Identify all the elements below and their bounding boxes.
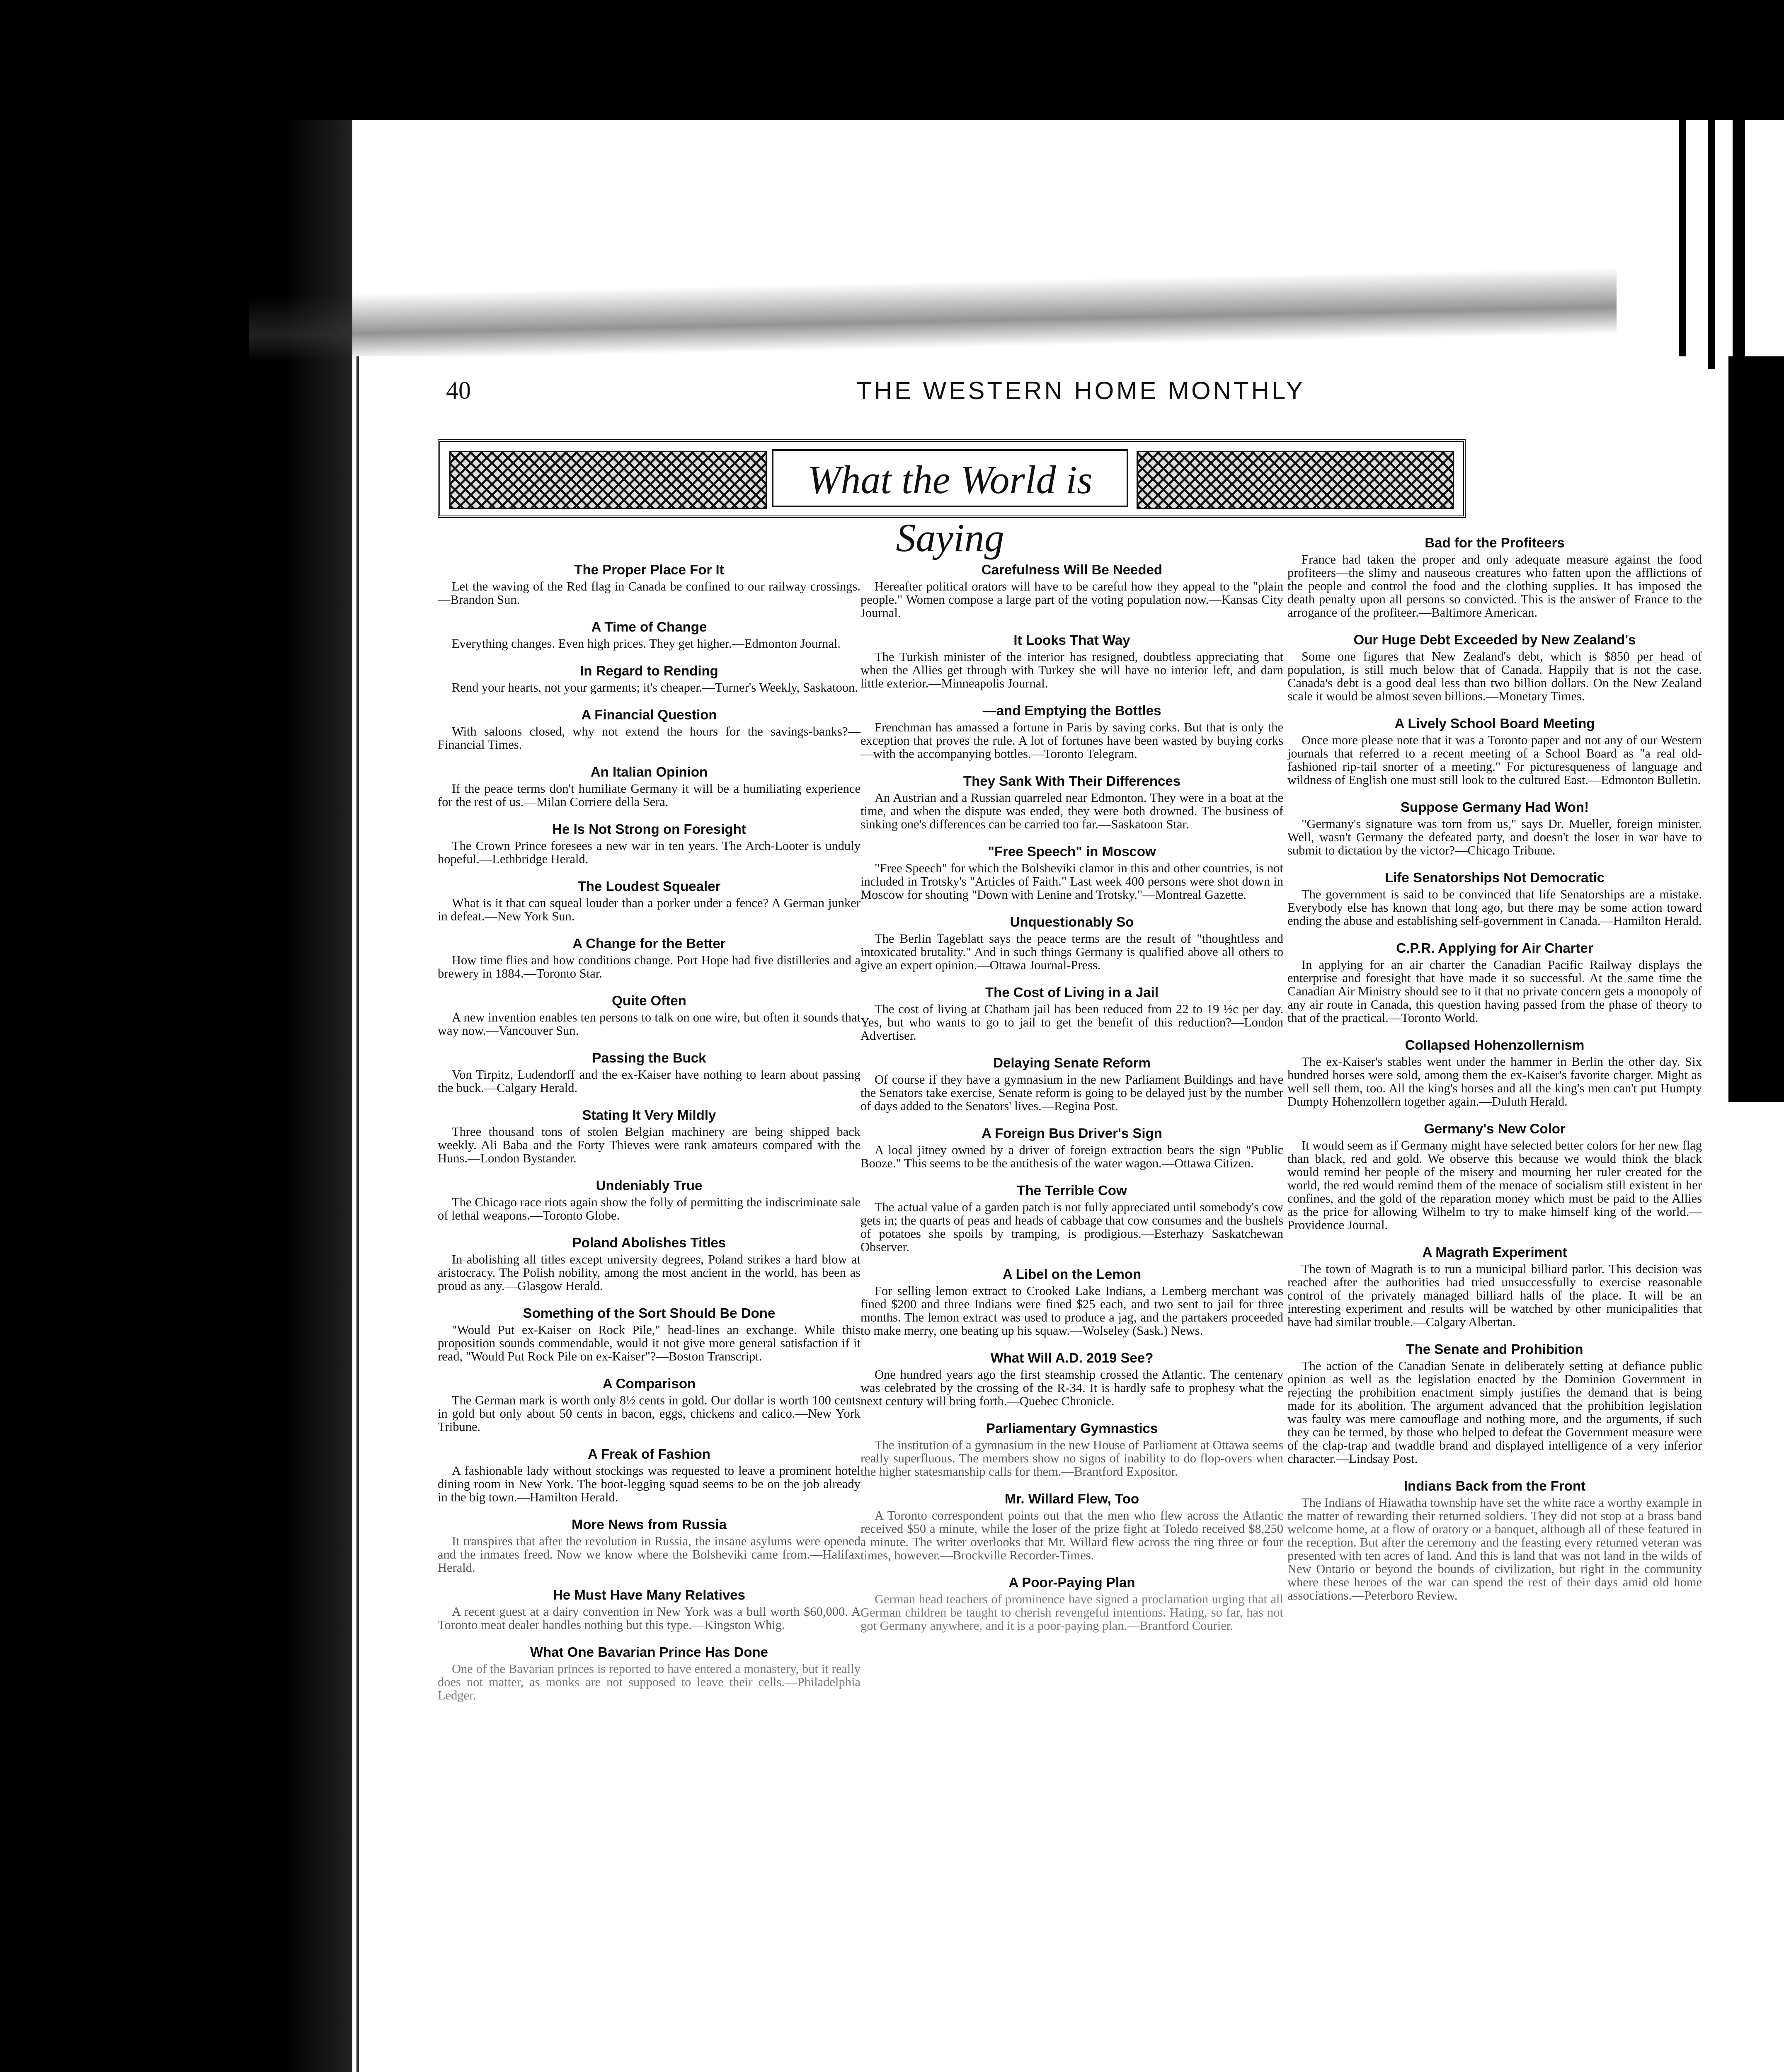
- article-body: The Crown Prince foresees a new war in ten years. The Arch-Looter is unduly hopeful.—Lethbridge Herald.: [438, 839, 860, 866]
- page-number: 40: [446, 377, 471, 404]
- article-body: The institution of a gymnasium in the new House of Parliament at Ottawa seems really superfluous. The members show no signs of inability to do flop-overs when the higher statesmanship calls for them.—Brantford Expositor.: [860, 1438, 1283, 1479]
- article-item: [438, 878, 860, 923]
- article-item: [438, 764, 860, 808]
- article-item: [1287, 940, 1702, 1024]
- article-headline: A Poor-Paying Plan: [1008, 1575, 1135, 1590]
- article-body: The cost of living at Chatham jail has been reduced from 22 to 19 ½c per day. Yes, but who wants to go to jail to get the benefit of this reduction?—London Advertiser.: [860, 1002, 1283, 1043]
- article-item: [1287, 869, 1702, 927]
- section-title: What the World is Saying: [772, 449, 1128, 507]
- article-body: The actual value of a garden patch is not fully appreciated until somebody's cow gets in; the quarts of peas and heads of cabbage that cow consumes and the bushels of potatoes she spoils by tramping, is prodigious.—Esterhazy Saskatchewan Observer.: [860, 1200, 1283, 1254]
- article-item: [1287, 535, 1702, 619]
- article-body: "Germany's signature was torn from us," says Dr. Mueller, foreign minister. Well, wasn't Germany the defeated party, and doesn't the loser in war have to submit to dictation by the victor?—Chicago Tribune.: [1287, 817, 1702, 857]
- article-body: What is it that can squeal louder than a porker under a fence? A German junker in defeat.—New York Sun.: [438, 896, 860, 923]
- article-headline: The Loudest Squealer: [577, 879, 721, 894]
- article-body: One of the Bavarian princes is reported to have entered a monastery, but it really does not matter, as monks are not supposed to leave their cells.—Philadelphia Ledger.: [438, 1662, 860, 1702]
- article-body: In applying for an air charter the Canadian Pacific Railway displays the enterprise and foresight that have made it so successful. At the same time the Canadian Air Ministry should see to it that no private concern gets a monopoly of any air route in Canada, this question having passed from the phase of theory to that of the practical.—Toronto World.: [1287, 958, 1702, 1025]
- article-headline: A Time of Change: [591, 619, 707, 634]
- article-body: The action of the Canadian Senate in deliberately setting at defiance public opinion as well as the legislation enacted by the Dominion Government in rejecting the prohibition enactment simply justifies the demand that is being made for its abolition. The argument advanced that the prohibition legislation was faulty was mere camouflage and nothing more, and the arguments, if such they can be termed, by those who helped to defeat the Government measure were of the clap-trap and twaddle brand and displayed intelligence of a very inferior character.—Lindsay Post.: [1287, 1359, 1702, 1466]
- article-body: Of course if they have a gymnasium in the new Parliament Buildings and have the Senators take exercise, Senate reform is going to be delayed just by the number of days added to the Senators' lives.—Regina Post.: [860, 1072, 1283, 1113]
- article-body: In abolishing all titles except university degrees, Poland strikes a hard blow at aristocracy. The Polish nobility, among the most ancient in the world, has been as proud as any.—Glasgow Herald.: [438, 1252, 860, 1293]
- article-body: "Would Put ex-Kaiser on Rock Pile," head-lines an exchange. While this proposition sounds commendable, would it not give more general satisfaction if it read, "Would Put Rock Pile on ex-Kaiser"?—Boston Transcript.: [438, 1323, 860, 1363]
- article-body: Von Tirpitz, Ludendorff and the ex-Kaiser have nothing to learn about passing the buck.—Calgary Herald.: [438, 1067, 860, 1095]
- section-banner: [438, 439, 1466, 560]
- article-headline: In Regard to Rending: [580, 663, 718, 678]
- article-item: [438, 1107, 860, 1165]
- article-body: A local jitney owned by a driver of foreign extraction bears the sign "Public Booze." This seems to be the antithesis of the water wagon.—Ottawa Citizen.: [860, 1143, 1283, 1170]
- article-item: [1287, 799, 1702, 857]
- article-item: [438, 821, 860, 866]
- article-item: [438, 707, 860, 751]
- article-item: [860, 1125, 1283, 1170]
- article-item: [860, 702, 1283, 760]
- article-item: [1287, 1037, 1702, 1108]
- article-headline: Something of the Sort Should Be Done: [523, 1305, 776, 1321]
- article-headline: Indians Back from the Front: [1403, 1478, 1586, 1493]
- article-body: If the peace terms don't humiliate Germany it will be a humiliating experience for the rest of us.—Milan Corriere della Sera.: [438, 782, 860, 809]
- article-headline: Passing the Buck: [592, 1050, 706, 1065]
- article-headline: An Italian Opinion: [590, 764, 708, 779]
- article-headline: The Terrible Cow: [1017, 1183, 1127, 1198]
- article-headline: Delaying Senate Reform: [993, 1055, 1151, 1070]
- article-headline: Unquestionably So: [1010, 914, 1134, 929]
- article-body: One hundred years ago the first steamship crossed the Atlantic. The centenary was celebrated by the crossing of the R-34. It is hardly safe to prophesy what the next century will bring forth.—Quebec Chronicle.: [860, 1368, 1283, 1408]
- magazine-title: THE WESTERN HOME MONTHLY: [856, 377, 1305, 404]
- article-headline: The Cost of Living in a Jail: [985, 985, 1159, 1000]
- article-item: [438, 992, 860, 1037]
- article-item: [860, 1182, 1283, 1254]
- article-body: It would seem as if Germany might have selected better colors for her new flag than black, red and gold. We observe this because we would think the black would remind her people of the misery and mourning her ruler created for the world, the red would remind them of the menace of socialism still existent in her confines, and the gold of the reparation money which must be paid to the Allies as the price for allowing Wilhelm to try to make himself king of the world.—Providence Journal.: [1287, 1138, 1702, 1232]
- column-2: [860, 562, 1283, 1645]
- article-body: Frenchman has amassed a fortune in Paris by saving corks. But that is only the exception that proves the rule. A lot of fortunes have been wasted by buying corks—with the accompanying bottles.—Toronto Telegram.: [860, 720, 1283, 761]
- article-item: [860, 1574, 1283, 1632]
- article-body: Let the waving of the Red flag in Canada be confined to our railway crossings.—Brandon Sun.: [438, 579, 860, 607]
- article-item: [860, 914, 1283, 972]
- article-item: [860, 1266, 1283, 1337]
- column-3: [1287, 535, 1702, 1615]
- article-headline: Quite Often: [612, 993, 686, 1008]
- article-item: [438, 1516, 860, 1574]
- article-item: [438, 1050, 860, 1094]
- article-body: A Toronto correspondent points out that the men who flew across the Atlantic received $50 a minute, while the loser of the prize fight at Toledo received $8,250 a minute. The writer overlooks that Mr. Willard flew across the ring three or four times, however.—Brockville Recorder-Times.: [860, 1508, 1283, 1562]
- article-body: For selling lemon extract to Crooked Lake Indians, a Lemberg merchant was fined $200 and three Indians were fined $25 each, and two sent to jail for three months. The lemon extract was used to produce a jag, and the partakers proceeded to make merry, one beating up his squaw.—Wolseley (Sask.) News.: [860, 1284, 1283, 1338]
- article-item: [860, 632, 1283, 690]
- article-body: Everything changes. Even high prices. They get higher.—Edmonton Journal.: [452, 637, 841, 651]
- article-body: The government is said to be convinced that life Senatorships are a mistake. Everybody else has known that long ago, but there may be some action toward ending the abuse and establishing self-government in Canada.—Hamilton Herald.: [1287, 887, 1702, 928]
- article-body: With saloons closed, why not extend the hours for the savings-banks?—Financial Times.: [438, 724, 860, 752]
- article-item: [860, 1491, 1283, 1562]
- article-headline: Bad for the Profiteers: [1425, 535, 1565, 550]
- article-headline: Carefulness Will Be Needed: [981, 562, 1163, 577]
- article-body: The Indians of Hiawatha township have set the white race a worthy example in the matter of rewarding their returned soldiers. They did not stop at a brass band welcome home, at a flow of oratory or a banquet, although all of these featured in the reception. But after the ceremony and the feasting every returned veteran was presented with ten acres of land. And this is land that was not land in the wilds of New Ontario or beyond the bounds of civilization, but right in the community where these heroes of the war can spend the rest of their days amid old home associations.—Peterboro Review.: [1287, 1496, 1702, 1602]
- article-headline: He Is Not Strong on Foresight: [552, 821, 746, 837]
- article-headline: What Will A.D. 2019 See?: [990, 1350, 1154, 1365]
- article-item: [438, 935, 860, 980]
- article-body: A fashionable lady without stockings was requested to leave a prominent hotel dining room in New York. The boot-legging squad seems to be on the job already in the big town.—Hamilton Herald.: [438, 1464, 860, 1504]
- article-body: The Turkish minister of the interior has resigned, doubtless appreciating that when the Allies get through with Turkey she will have no interior left, and darn little exterior.—Minneapolis Journal.: [860, 650, 1283, 690]
- article-item: [1287, 1244, 1702, 1329]
- article-item: [1287, 632, 1702, 703]
- article-headline: "Free Speech" in Moscow: [988, 844, 1156, 859]
- lattice-ornament-left: [449, 451, 767, 509]
- article-item: [438, 1446, 860, 1504]
- article-item: [1287, 1341, 1702, 1465]
- article-body: Some one figures that New Zealand's debt, which is $850 per head of population, is still much below that of Canada. Happily that is not the case. Canada's debt is a good deal less than two billion dollars. On the New Zealand scale it would be almost seven billions.—Monetary Times.: [1287, 649, 1702, 703]
- article-item: [438, 562, 860, 606]
- article-headline: A Comparison: [602, 1376, 696, 1391]
- article-item: [860, 843, 1283, 901]
- article-headline: A Freak of Fashion: [588, 1446, 710, 1462]
- article-body: The Chicago race riots again show the folly of permitting the indiscriminate sale of lethal weapons.—Toronto Globe.: [438, 1195, 860, 1222]
- article-body: Once more please note that it was a Toronto paper and not any of our Western journals that referred to a recent meeting of a School Board as "a real old-fashioned rip-tail snorter of a meeting." For picturesqueness of language and wildness of English one must still look to the cultured East.—Edmonton Bulletin.: [1287, 733, 1702, 787]
- article-headline: —and Emptying the Bottles: [982, 703, 1161, 718]
- article-item: [438, 1305, 860, 1363]
- scan-right-edge-bars: [1654, 120, 1784, 369]
- scan-right-edge: [1728, 356, 1784, 1102]
- article-headline: He Must Have Many Relatives: [553, 1587, 745, 1602]
- article-body: A new invention enables ten persons to talk on one wire, but often it sounds that way now.—Vancouver Sun.: [438, 1010, 860, 1038]
- scan-left-margin: [128, 120, 352, 2072]
- article-item: [860, 1350, 1283, 1408]
- article-headline: A Libel on the Lemon: [1002, 1266, 1142, 1282]
- article-item: [438, 1177, 860, 1222]
- article-headline: A Financial Question: [581, 707, 717, 722]
- article-item: [1287, 715, 1702, 787]
- article-headline: A Foreign Bus Driver's Sign: [982, 1126, 1162, 1141]
- article-headline: A Lively School Board Meeting: [1394, 716, 1595, 731]
- article-headline: It Looks That Way: [1013, 632, 1130, 648]
- article-headline: They Sank With Their Differences: [963, 773, 1181, 789]
- article-item: [1287, 1121, 1702, 1232]
- article-headline: Poland Abolishes Titles: [572, 1235, 726, 1250]
- article-headline: A Magrath Experiment: [1422, 1244, 1567, 1260]
- article-body: A recent guest at a dairy convention in New York was a bull worth $60,000. A Toronto meat dealer handles nothing but this type.—Kingston Whig.: [438, 1605, 860, 1632]
- article-headline: Our Huge Debt Exceeded by New Zealand's: [1353, 632, 1636, 647]
- article-headline: Stating It Very Mildly: [582, 1107, 716, 1123]
- article-item: [438, 1644, 860, 1702]
- lattice-ornament-right: [1137, 451, 1454, 509]
- article-headline: Mr. Willard Flew, Too: [1004, 1491, 1139, 1506]
- article-item: [438, 619, 860, 650]
- article-item: [1287, 1478, 1702, 1602]
- article-item: [438, 1587, 860, 1631]
- article-item: [438, 663, 860, 694]
- article-headline: A Change for the Better: [572, 936, 726, 951]
- article-body: Three thousand tons of stolen Belgian machinery are being shipped back weekly. Ali Baba and the Forty Thieves were rank amateurs compared with the Huns.—London Bystander.: [438, 1125, 860, 1165]
- article-headline: C.P.R. Applying for Air Charter: [1396, 940, 1593, 956]
- article-headline: What One Bavarian Prince Has Done: [530, 1644, 768, 1660]
- article-body: Hereafter political orators will have to be careful how they appeal to the "plain people." Women compose a large part of the voting population now.—Kansas City Journal.: [860, 579, 1283, 620]
- article-item: [438, 1375, 860, 1433]
- article-headline: Collapsed Hohenzollernism: [1405, 1037, 1585, 1053]
- magazine-page: [356, 356, 1702, 2072]
- article-item: [860, 1055, 1283, 1113]
- article-item: [860, 773, 1283, 831]
- article-body: How time flies and how conditions change. Port Hope had five distilleries and a brewery in 1884.—Toronto Star.: [438, 953, 860, 980]
- article-body: An Austrian and a Russian quarreled near Edmonton. They were in a boat at the time, and when the dispute was ended, they were both drowned. The business of sinking one's differences can be carried too far.—Saskatoon Star.: [860, 791, 1283, 831]
- article-item: [860, 562, 1283, 620]
- article-headline: Undeniably True: [596, 1178, 703, 1193]
- article-body: It transpires that after the revolution in Russia, the insane asylums were opened and the inmates freed. Now we know where the Bolsheviki came from.—Halifax Herald.: [438, 1534, 860, 1575]
- article-body: The Berlin Tageblatt says the peace terms are the result of "thoughtless and intoxicated brutality." And in such things Germany is qualified above all others to give an expert opinion.—Ottawa Journal-Press.: [860, 932, 1283, 972]
- article-headline: Parliamentary Gymnastics: [986, 1421, 1158, 1436]
- article-headline: Suppose Germany Had Won!: [1400, 799, 1589, 815]
- article-headline: Life Senatorships Not Democratic: [1385, 870, 1605, 885]
- article-headline: More News from Russia: [571, 1517, 727, 1532]
- article-headline: The Senate and Prohibition: [1406, 1341, 1583, 1357]
- article-body: German head teachers of prominence have signed a proclamation urging that all German children be taught to cherish revengeful intentions. Hating, so far, has not got Germany anywhere, and it is a poor-paying plan.—Brantford Courier.: [860, 1592, 1283, 1633]
- article-body: The ex-Kaiser's stables went under the hammer in Berlin the other day. Six hundred horses were sold, among them the ex-Kaiser's favorite charger. Might as well sell them, too. All the king's horses and all the king's men can't put Humpty Dumpty Hohenzollern together again.—Duluth Herald.: [1287, 1055, 1702, 1109]
- article-headline: Germany's New Color: [1424, 1121, 1566, 1136]
- article-body: "Free Speech" for which the Bolsheviki clamor in this and other countries, is not included in Trotsky's "Articles of Faith." Last week 400 persons were shot down in Moscow for shouting "Down with Lenine and Trotsky."—Montreal Gazette.: [860, 861, 1283, 902]
- article-item: [860, 1420, 1283, 1478]
- article-item: [438, 1234, 860, 1293]
- page-header: [359, 356, 1702, 410]
- article-body: Rend your hearts, not your garments; it's cheaper.—Turner's Weekly, Saskatoon.: [452, 680, 858, 695]
- article-body: The town of Magrath is to run a municipal billiard parlor. This decision was reached after the authorities had tried unsuccessfully to exercise reasonable control of the privately managed billiard halls of the place. It will be an interesting experiment and results will be watched by other municipalities that have had similar trouble.—Calgary Albertan.: [1287, 1262, 1702, 1329]
- article-item: [860, 984, 1283, 1042]
- article-headline: The Proper Place For It: [574, 562, 724, 577]
- column-1: [438, 562, 860, 1714]
- article-body: France had taken the proper and only adequate measure against the food profiteers—the slimy and nauseous creatures who fatten upon the afflictions of the people and control the food and the clothing supplies. It has imposed the death penalty upon all persons so convicted. This is the answer of France to the arrogance of the profiteer.—Baltimore American.: [1287, 552, 1702, 620]
- article-body: The German mark is worth only 8½ cents in gold. Our dollar is worth 100 cents in gold but only about 50 cents in bacon, eggs, chickens and calico.—New York Tribune.: [438, 1393, 860, 1434]
